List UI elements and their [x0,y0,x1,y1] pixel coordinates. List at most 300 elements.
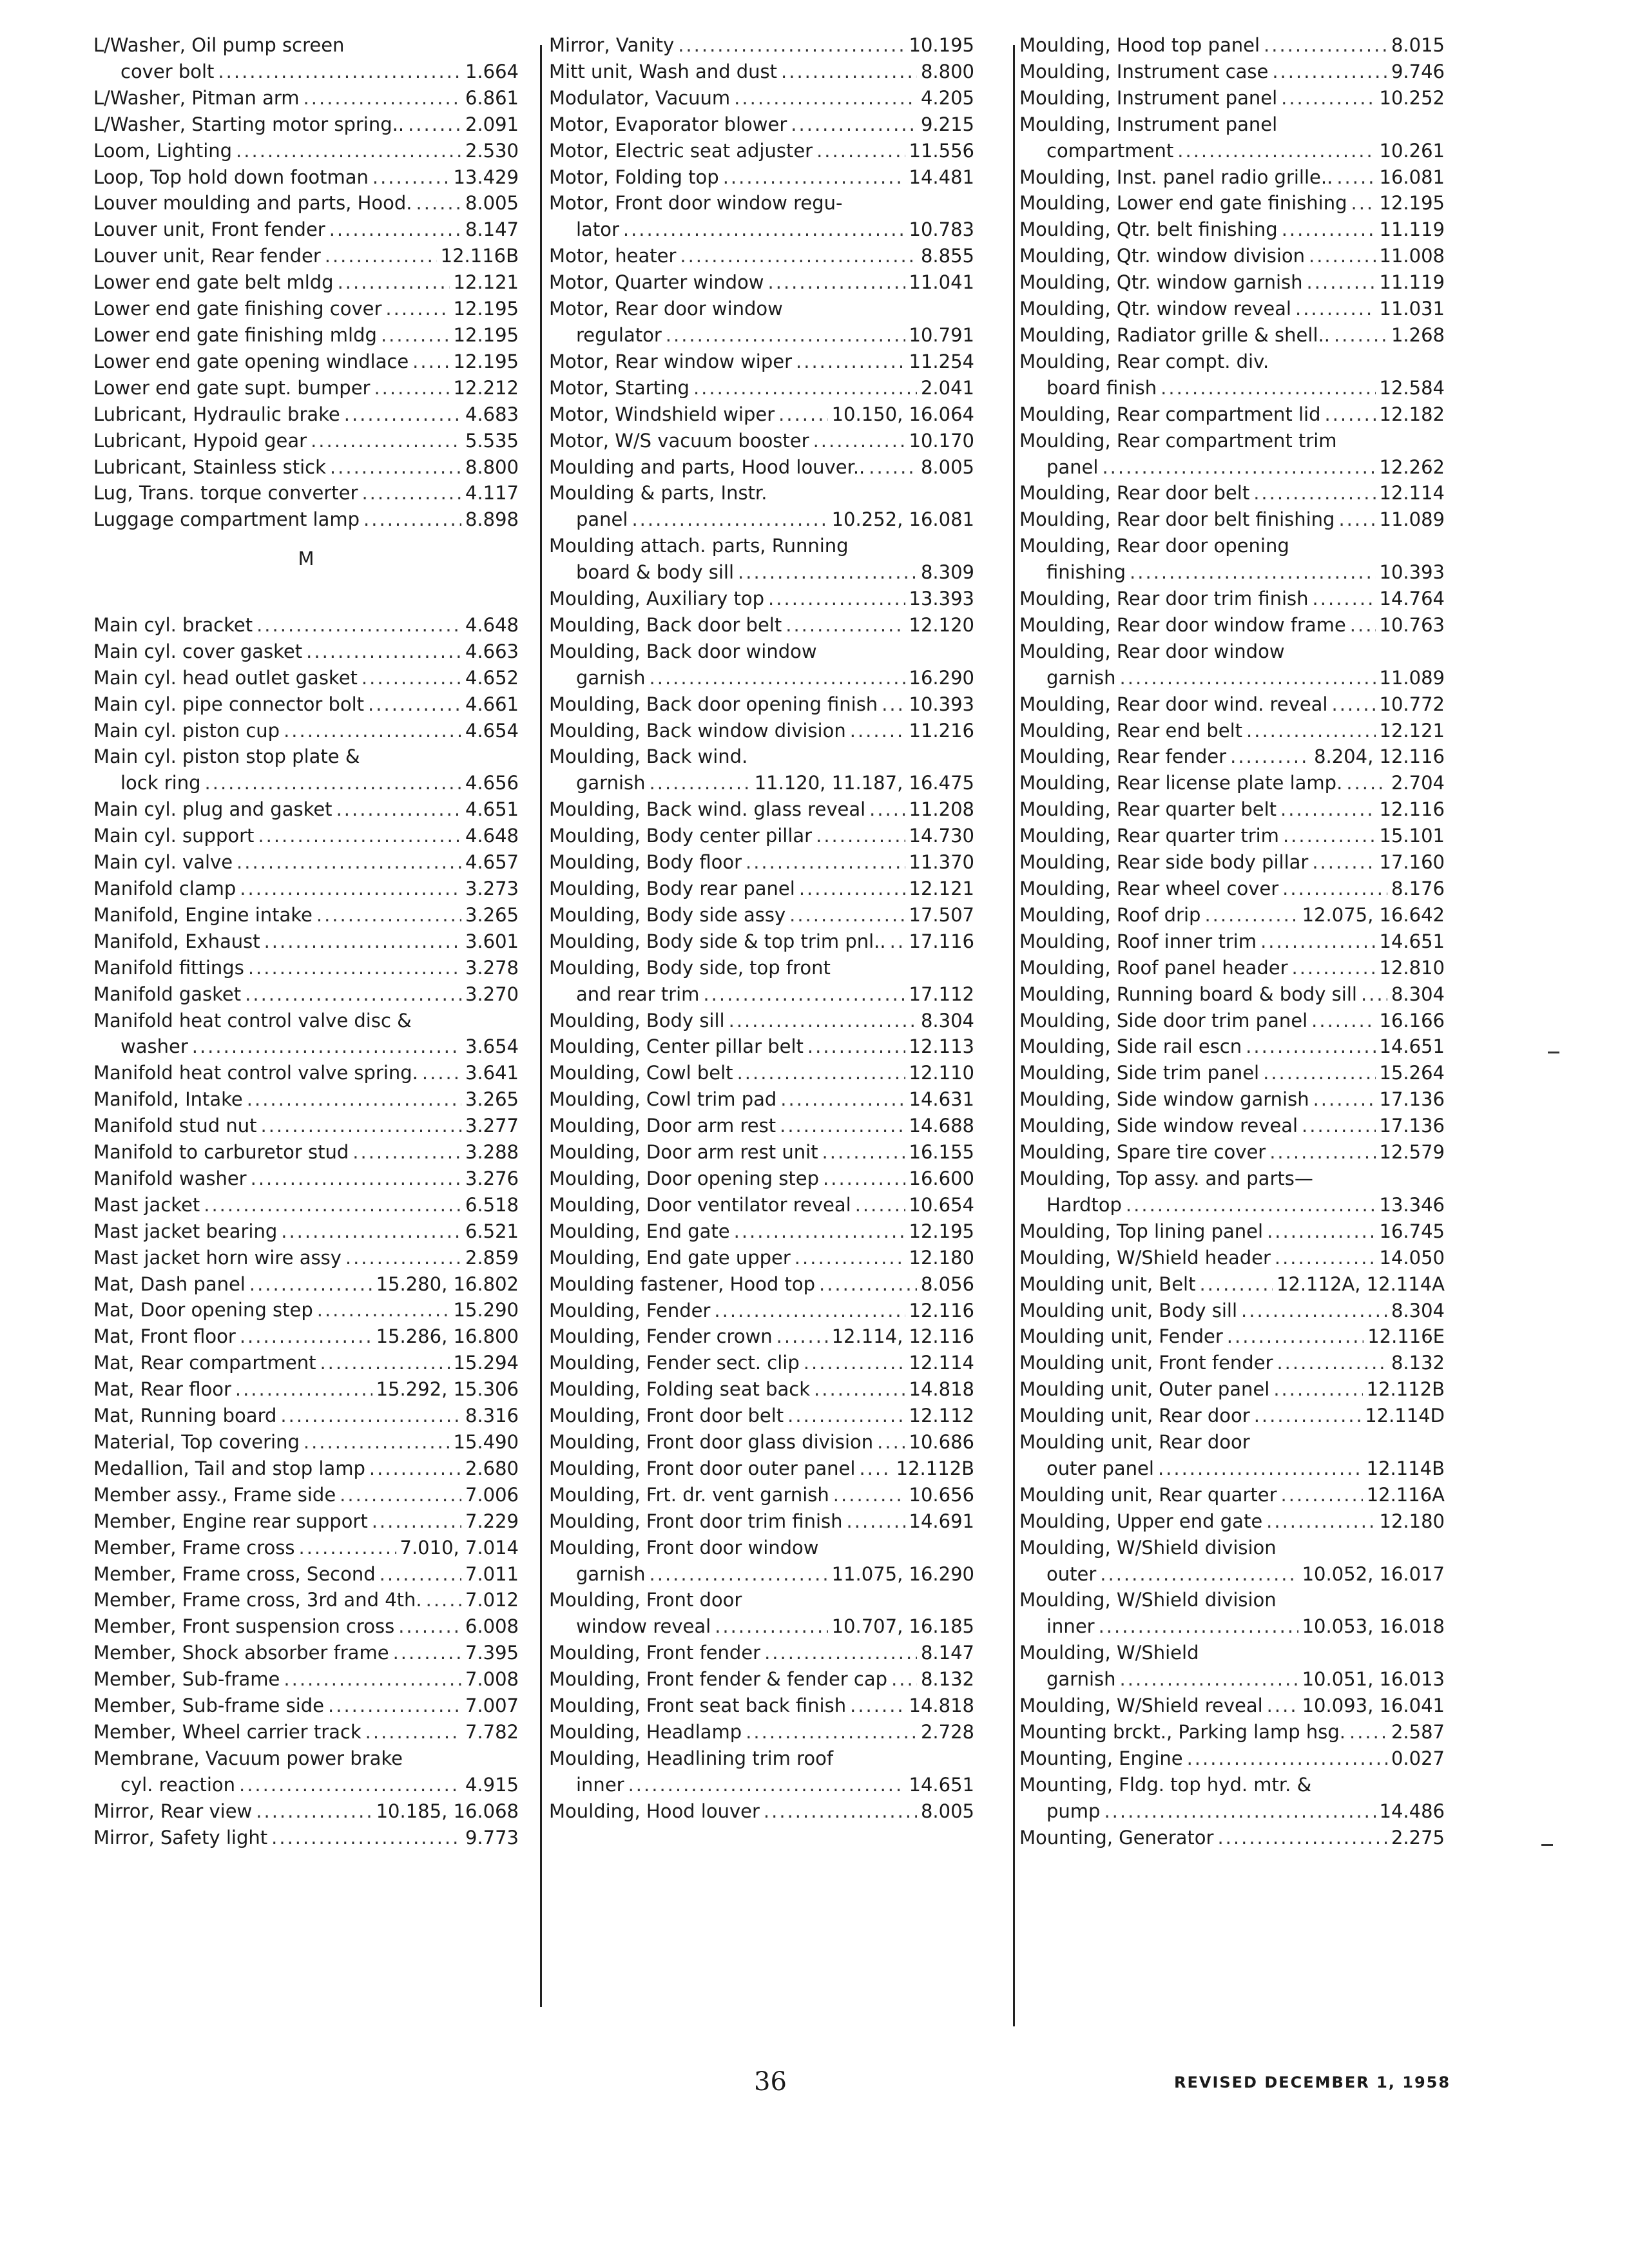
dot-leader [260,1113,461,1139]
entry-name: Lower end gate opening windlace [93,350,409,372]
dot-leader [680,243,917,269]
dot-leader [729,1008,917,1034]
dot-leader [1130,559,1375,586]
entry-name: Lower end gate finishing cover [93,298,382,320]
entry-page-ref: 10.195 [909,34,974,56]
entry-name: Moulding, Rear compartment lid [1019,403,1321,425]
index-entry [93,1693,519,1719]
entry-name: Moulding, W/Shield reveal [1019,1695,1263,1717]
entry-page-ref: 8.316 [465,1405,519,1427]
entry-name: Manifold, Engine intake [93,903,313,926]
index-entry [1019,1376,1445,1403]
entry-name: board & body sill [576,561,735,584]
entry-page-ref: 10.252 [1379,86,1445,109]
index-entry-heading: Manifold heat control valve disc & [93,1009,412,1032]
dot-leader [1277,1350,1387,1376]
entry-page-ref: 11.370 [909,851,974,874]
entry-page-ref: 13.393 [909,588,974,610]
entry-page-ref: 7.395 [465,1642,519,1664]
index-entry [549,691,974,718]
dot-leader [628,1772,905,1798]
entry-name: Mat, Rear floor [93,1378,231,1401]
index-entry [549,1113,974,1139]
entry-name: Manifold, Intake [93,1088,243,1111]
margin-mark [1548,1052,1559,1053]
entry-page-ref: 14.050 [1379,1246,1445,1269]
entry-name: Moulding, Rear fender [1019,745,1227,768]
dot-leader [768,586,905,612]
entry-name: Moulding unit, Belt [1019,1273,1196,1295]
entry-name: Manifold heat control valve spring. [93,1062,418,1084]
index-entry [549,1403,974,1429]
entry-page-ref: 16.166 [1379,1009,1445,1032]
dot-leader [891,1666,917,1693]
index-entry [93,1508,519,1535]
entry-name: compartment [1046,139,1174,162]
dot-leader [1311,1008,1375,1034]
index-entry [549,1693,974,1719]
entry-page-ref: 8.147 [920,1642,974,1664]
entry-name: Moulding, End gate [549,1220,730,1242]
entry-name: Moulding, Front seat back finish [549,1695,847,1717]
entry-name: Mounting, Engine [1019,1747,1183,1769]
dot-leader [352,1139,461,1166]
entry-name: Mast jacket bearing [93,1220,278,1242]
entry-page-ref: 10.150, 16.064 [831,403,974,425]
index-entry-heading: Moulding, Back door window [549,640,817,662]
dot-leader [1263,1060,1375,1086]
index-entry [93,796,519,823]
dot-leader [239,1772,461,1798]
entry-page-ref: 14.481 [909,166,974,188]
entry-name: Moulding, W/Shield header [1019,1246,1271,1269]
index-entry-continuation [1019,1613,1445,1640]
entry-page-ref: 3.288 [465,1141,519,1164]
entry-name: Moulding, Front door glass division [549,1431,874,1454]
entry-name: Moulding, Side window reveal [1019,1115,1298,1137]
index-entry [549,849,974,876]
entry-page-ref: 8.855 [920,245,974,267]
dot-leader [877,1429,905,1456]
entry-page-ref: 11.216 [909,719,974,742]
index-entry [93,138,519,164]
entry-page-ref: 2.041 [920,376,974,399]
dot-leader [204,1192,461,1218]
entry-name: inner [1046,1615,1095,1638]
dot-leader [1267,1693,1298,1719]
entry-name: Moulding, Front fender & fender cap [549,1668,888,1691]
entry-name: Moulding, Rear side body pillar [1019,851,1309,874]
entry-name: cyl. reaction [120,1773,235,1796]
entry-page-ref: 3.273 [465,877,519,899]
entry-name: Manifold fittings [93,956,244,979]
entry-name: Main cyl. valve [93,851,233,874]
entry-page-ref: 4.915 [465,1773,519,1796]
entry-page-ref: 2.728 [920,1721,974,1743]
index-entry [549,1060,974,1086]
entry-page-ref: 11.075, 16.290 [831,1562,974,1585]
entry-name: Lower end gate belt mldg [93,271,334,294]
index-entry [549,902,974,928]
entry-page-ref: 7.229 [465,1510,519,1532]
entry-name: Louver unit, Front fender [93,218,325,241]
dot-leader [650,770,751,796]
entry-page-ref: 1.268 [1391,323,1445,346]
entry-page-ref: 4.652 [465,666,519,689]
dot-leader [859,1456,892,1482]
entry-name: Main cyl. support [93,825,255,847]
entry-page-ref: 11.556 [909,139,974,162]
index-entry [93,1113,519,1139]
index-column-2 [549,32,974,1825]
index-entry [1019,190,1445,216]
index-entry [93,454,519,481]
entry-page-ref: 12.810 [1379,956,1445,979]
dot-leader [365,1719,461,1745]
index-entry [93,1719,519,1745]
entry-page-ref: 15.490 [453,1431,519,1453]
entry-page-ref: 14.691 [909,1510,974,1532]
entry-name: Moulding, Hood top panel [1019,34,1260,56]
dot-leader [345,1245,461,1271]
dot-leader [1199,1271,1272,1298]
dot-leader [746,1719,917,1745]
dot-leader [368,691,461,718]
index-entry [549,1245,974,1271]
index-entry [549,586,974,612]
entry-page-ref: 7.007 [465,1695,519,1717]
dot-leader [1307,269,1376,296]
dot-leader [316,902,461,928]
entry-name: Moulding, Body floor [549,851,742,874]
entry-page-ref: 14.486 [1379,1800,1445,1822]
entry-page-ref: 3.277 [465,1115,519,1137]
entry-name: Moulding, Rear quarter trim [1019,825,1279,847]
entry-page-ref: 12.121 [453,271,519,294]
entry-name: Moulding unit, Rear quarter [1019,1483,1277,1506]
entry-name: Moulding, Door arm rest [549,1115,776,1137]
entry-page-ref: 4.657 [465,851,519,874]
dot-leader [768,269,905,296]
entry-page-ref: 4.661 [465,693,519,715]
entry-name: Moulding, Qtr. belt finishing [1019,218,1278,241]
index-entry [1019,1060,1445,1086]
index-entry-continuation [93,1033,519,1060]
index-entry-heading: Moulding, Headlining trim roof [549,1747,834,1769]
index-entry-continuation [93,770,519,796]
dot-leader [795,1245,905,1271]
entry-page-ref: 7.012 [465,1589,519,1611]
entry-page-ref: 11.120, 11.187, 16.475 [754,772,974,794]
dot-leader [1099,1613,1298,1640]
index-entry [549,718,974,744]
dot-leader [385,296,449,322]
spacer [93,586,519,612]
dot-leader [1254,1403,1361,1429]
dot-leader [235,1376,372,1403]
index-entry-continuation [1019,1192,1445,1218]
dot-leader [338,269,450,296]
index-entry [549,1033,974,1060]
entry-page-ref: 12.112 [909,1405,974,1427]
index-entry [549,1482,974,1508]
entry-name: Moulding, Body center pillar [549,825,813,847]
index-entry-continuation [549,216,974,243]
entry-page-ref: 2.704 [1391,772,1445,794]
entry-page-ref: 14.651 [909,1773,974,1796]
dot-leader [264,928,461,955]
entry-name: regulator [576,323,662,346]
entry-name: Moulding, Instrument case [1019,60,1269,82]
dot-leader [776,1323,828,1350]
index-entry [1019,1825,1445,1851]
dot-leader [304,85,461,111]
dot-leader [381,322,450,349]
entry-name: Member, Wheel carrier track [93,1720,361,1743]
entry-name: Mat, Rear compartment [93,1352,316,1374]
entry-page-ref: 12.116 [1379,798,1445,821]
entry-page-ref: 12.114B [1366,1457,1445,1479]
entry-page-ref: 6.518 [465,1193,519,1216]
dot-leader [416,190,461,216]
entry-page-ref: 12.110 [909,1062,974,1084]
entry-page-ref: 15.294 [453,1352,519,1374]
entry-name: Moulding, Headlamp [549,1721,742,1743]
index-entry-heading: Moulding, Front door window [549,1536,819,1559]
dot-leader [1161,375,1375,401]
entry-name: Moulding, Side rail escn [1019,1035,1242,1058]
entry-name: Moulding, Rear door window frame [1019,613,1346,636]
entry-name: Moulding, Roof drip [1019,903,1201,926]
entry-name: lator [576,218,619,241]
dot-leader [256,1798,372,1825]
dot-leader [361,665,461,691]
index-entry [93,1640,519,1666]
entry-name: Moulding, Back door belt [549,613,782,636]
index-entry-continuation [1019,1561,1445,1588]
index-entry [93,1825,519,1851]
dot-leader [833,1482,905,1508]
index-entry [1019,59,1445,85]
index-column-3 [1019,32,1445,1851]
entry-name: Manifold gasket [93,983,242,1005]
entry-page-ref: 8.309 [920,561,974,584]
dot-leader [1334,322,1387,349]
entry-name: Motor, Evaporator blower [549,113,787,135]
entry-name: Motor, Windshield wiper [549,403,775,425]
entry-name: Member assy., Frame side [93,1483,336,1506]
entry-page-ref: 3.270 [465,983,519,1005]
index-entry [93,1376,519,1403]
index-entry [549,1350,974,1376]
dot-leader [284,718,461,744]
dot-leader [1272,59,1387,85]
index-entry [93,665,519,691]
entry-page-ref: 15.286, 16.800 [376,1325,519,1348]
index-entry [93,1561,519,1588]
entry-page-ref: 8.005 [920,456,974,478]
entry-name: Moulding, Center pillar belt [549,1035,804,1058]
entry-page-ref: 17.136 [1379,1088,1445,1111]
dot-leader [1102,454,1375,481]
index-entry-heading: Moulding unit, Rear door [1019,1431,1250,1454]
entry-page-ref: 12.116 [909,1299,974,1321]
entry-name: Member, Frame cross, Second [93,1562,376,1585]
index-entry [1019,876,1445,902]
dot-leader [1361,981,1387,1008]
index-entry [1019,612,1445,639]
entry-page-ref: 14.730 [909,825,974,847]
entry-page-ref: 16.081 [1379,166,1445,188]
dot-leader [1280,796,1376,823]
entry-page-ref: 9.773 [465,1826,519,1849]
entry-name: Moulding, Front fender [549,1642,761,1664]
dot-leader [780,1113,905,1139]
dot-leader [734,1218,905,1245]
index-entry [1019,401,1445,428]
dot-leader [426,1587,461,1613]
entry-page-ref: 4.663 [465,640,519,662]
entry-name: Louver moulding and parts, Hood. [93,192,412,215]
entry-name: Moulding, Rear door belt finishing [1019,508,1335,531]
entry-page-ref: 2.859 [465,1246,519,1269]
dot-leader [1332,691,1376,718]
dot-leader [393,1640,461,1666]
index-entry-heading: Moulding, Rear door window [1019,640,1285,662]
index-entry [1019,1008,1445,1034]
margin-mark [1541,1844,1553,1846]
dot-leader [205,770,461,796]
index-entry [93,349,519,375]
index-entry [93,1429,519,1456]
dot-leader [1292,955,1376,981]
dot-leader [1217,1825,1387,1851]
dot-leader [372,1508,461,1535]
dot-leader [1241,1298,1387,1324]
entry-page-ref: 8.304 [1391,1299,1445,1321]
entry-page-ref: 2.091 [465,113,519,135]
entry-page-ref: 12.121 [1379,719,1445,742]
index-entry [93,111,519,138]
entry-page-ref: 10.252, 16.081 [831,508,974,531]
index-entry [549,454,974,481]
dot-leader [781,59,917,85]
index-entry-continuation [1019,1798,1445,1825]
index-entry-heading: Moulding, Body side, top front [549,956,831,979]
dot-leader [344,401,461,428]
entry-name: Motor, heater [549,245,677,267]
dot-leader [340,1482,461,1508]
index-entry [93,1587,519,1613]
entry-page-ref: 10.052, 16.017 [1302,1562,1445,1585]
entry-name: garnish [576,666,646,689]
dot-leader [1187,1745,1387,1772]
entry-page-ref: 12.113 [909,1035,974,1058]
entry-name: Modulator, Vacuum [549,86,731,109]
entry-name: Mat, Running board [93,1405,277,1427]
dot-leader [361,480,461,506]
entry-page-ref: 2.587 [1391,1721,1445,1743]
index-entry [1019,691,1445,718]
index-entry [1019,1298,1445,1324]
dot-leader [1253,480,1375,506]
dot-leader [1260,928,1375,955]
index-entry-heading: Main cyl. piston stop plate & [93,745,360,768]
entry-page-ref: 10.772 [1379,693,1445,715]
index-entry [1019,928,1445,955]
entry-name: Manifold, Exhaust [93,930,260,952]
entry-name: Lug, Trans. torque converter [93,482,358,505]
entry-name: Moulding, Qtr. window reveal [1019,298,1291,320]
entry-name: Moulding, Body sill [549,1009,725,1032]
index-entry-heading: Moulding, Back wind. [549,745,748,768]
index-entry-continuation [549,1613,974,1640]
entry-page-ref: 9.215 [920,113,974,135]
dot-leader [813,428,905,454]
dot-leader [320,1350,449,1376]
dot-leader [791,111,917,138]
entry-name: Medallion, Tail and stop lamp [93,1457,365,1479]
index-entry [93,1297,519,1323]
dot-leader [650,1561,828,1588]
index-entry [549,1719,974,1745]
entry-name: garnish [576,772,646,794]
index-entry-continuation [549,559,974,586]
dot-leader [723,164,905,191]
entry-page-ref: 6.008 [465,1615,519,1638]
index-entry [93,849,519,876]
index-entry-heading: Motor, Front door window regu- [549,192,843,215]
index-entry [549,1508,974,1535]
index-entry-heading: Mounting, Fldg. top hyd. mtr. & [1019,1773,1312,1796]
dot-leader [738,559,917,586]
entry-page-ref: 11.119 [1379,271,1445,294]
dot-leader [192,1033,461,1060]
dot-leader [1275,1245,1376,1271]
entry-name: Moulding, Top lining panel [1019,1220,1264,1242]
index-entry [1019,770,1445,796]
entry-page-ref: 14.818 [909,1378,974,1401]
dot-leader [369,1456,461,1482]
index-entry-continuation [549,506,974,533]
entry-page-ref: 8.304 [920,1009,974,1032]
dot-leader [1246,718,1375,744]
index-entry [549,1139,974,1166]
entry-page-ref: 11.008 [1379,245,1445,267]
dot-leader [799,876,905,902]
index-entry [1019,744,1445,770]
entry-name: Main cyl. head outlet gasket [93,666,358,689]
entry-page-ref: 12.116B [440,245,519,267]
entry-name: Moulding, Running board & body sill [1019,983,1357,1005]
entry-page-ref: 3.278 [465,956,519,979]
dot-leader [1336,164,1375,191]
entry-page-ref: 10.783 [909,218,974,241]
entry-name: Member, Sub-frame side [93,1695,325,1717]
entry-name: L/Washer, Starting motor spring.. [93,113,405,135]
entry-name: Lower end gate supt. bumper [93,376,371,399]
dot-leader [1313,586,1376,612]
entry-name: Mat, Front floor [93,1325,236,1348]
dot-leader [1351,190,1375,216]
index-entry [549,1429,974,1456]
entry-name: Moulding, Front door trim finish [549,1510,843,1532]
entry-page-ref: 14.818 [909,1695,974,1717]
entry-name: Member, Frame cross, 3rd and 4th. [93,1589,422,1611]
index-entry [1019,1323,1445,1350]
dot-leader [1313,1086,1376,1113]
entry-page-ref: 10.093, 16.041 [1302,1695,1445,1717]
